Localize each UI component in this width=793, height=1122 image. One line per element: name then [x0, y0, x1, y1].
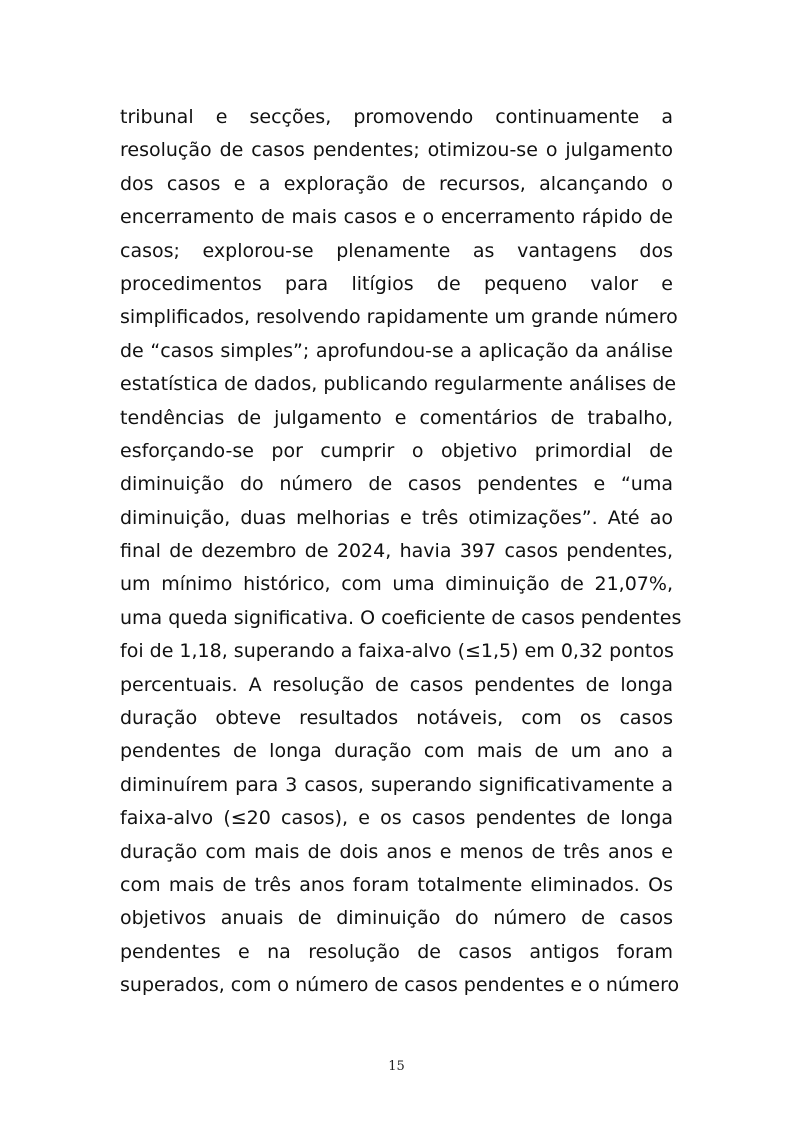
text-line-6: procedimentos para litígios de pequeno valor e	[120, 272, 673, 295]
text-line-18: percentuais. A resolução de casos pendentes de longa	[120, 673, 673, 696]
body-paragraph	[120, 101, 682, 1003]
text-line-20: pendentes de longa duração com mais de um ano a	[120, 740, 673, 763]
text-line-22: faixa-alvo (≤20 casos), e os casos pendentes de longa	[120, 807, 673, 830]
text-line-10: tendências de julgamento e comentários de trabalho,	[120, 406, 673, 429]
text-line-9: estatística de dados, publicando regularmente análises de	[120, 373, 677, 396]
text-line-26: pendentes e na resolução de casos antigos foram	[120, 940, 673, 963]
text-line-24: com mais de três anos foram totalmente eliminados. Os	[120, 873, 673, 896]
text-line-1: tribunal e secções, promovendo continuamente a	[120, 106, 673, 128]
text-line-15: um mínimo histórico, com uma diminuição de 21,07%,	[120, 573, 673, 596]
text-line-11: esforçando-se por cumprir o objetivo primordial de	[120, 439, 673, 462]
text-line-21: diminuírem para 3 casos, superando significativamente a	[120, 773, 673, 796]
text-line-25: objetivos anuais de diminuição do número de casos	[120, 907, 673, 930]
text-line-7: simplificados, resolvendo rapidamente um grande número	[120, 306, 678, 329]
text-line-3: dos casos e a exploração de recursos, alcançando o	[120, 172, 673, 195]
text-line-13: diminuição, duas melhorias e três otimizações”. Até ao	[120, 506, 673, 529]
text-line-23: duração com mais de dois anos e menos de três anos e	[120, 840, 673, 863]
text-line-16: uma queda significativa. O coeficiente de casos pendentes	[120, 606, 682, 629]
text-line-2: resolução de casos pendentes; otimizou-se o julgamento	[120, 139, 673, 162]
text-line-12: diminuição do número de casos pendentes e “uma	[120, 473, 673, 496]
text-line-27: superados, com o número de casos pendentes e o número	[120, 974, 680, 997]
text-line-5: casos; explorou-se plenamente as vantagens dos	[120, 239, 673, 262]
text-line-17: foi de 1,18, superando a faixa-alvo (≤1,5) em 0,32 pontos	[120, 640, 674, 663]
text-line-19: duração obteve resultados notáveis, com os casos	[120, 707, 673, 730]
text-line-8: de “casos simples”; aprofundou-se a aplicação da análise	[120, 339, 673, 362]
text-line-4: encerramento de mais casos e o encerramento rápido de	[120, 206, 673, 229]
text-line-14: final de dezembro de 2024, havia 397 casos pendentes,	[120, 540, 673, 563]
page-number: 15	[388, 1059, 405, 1074]
